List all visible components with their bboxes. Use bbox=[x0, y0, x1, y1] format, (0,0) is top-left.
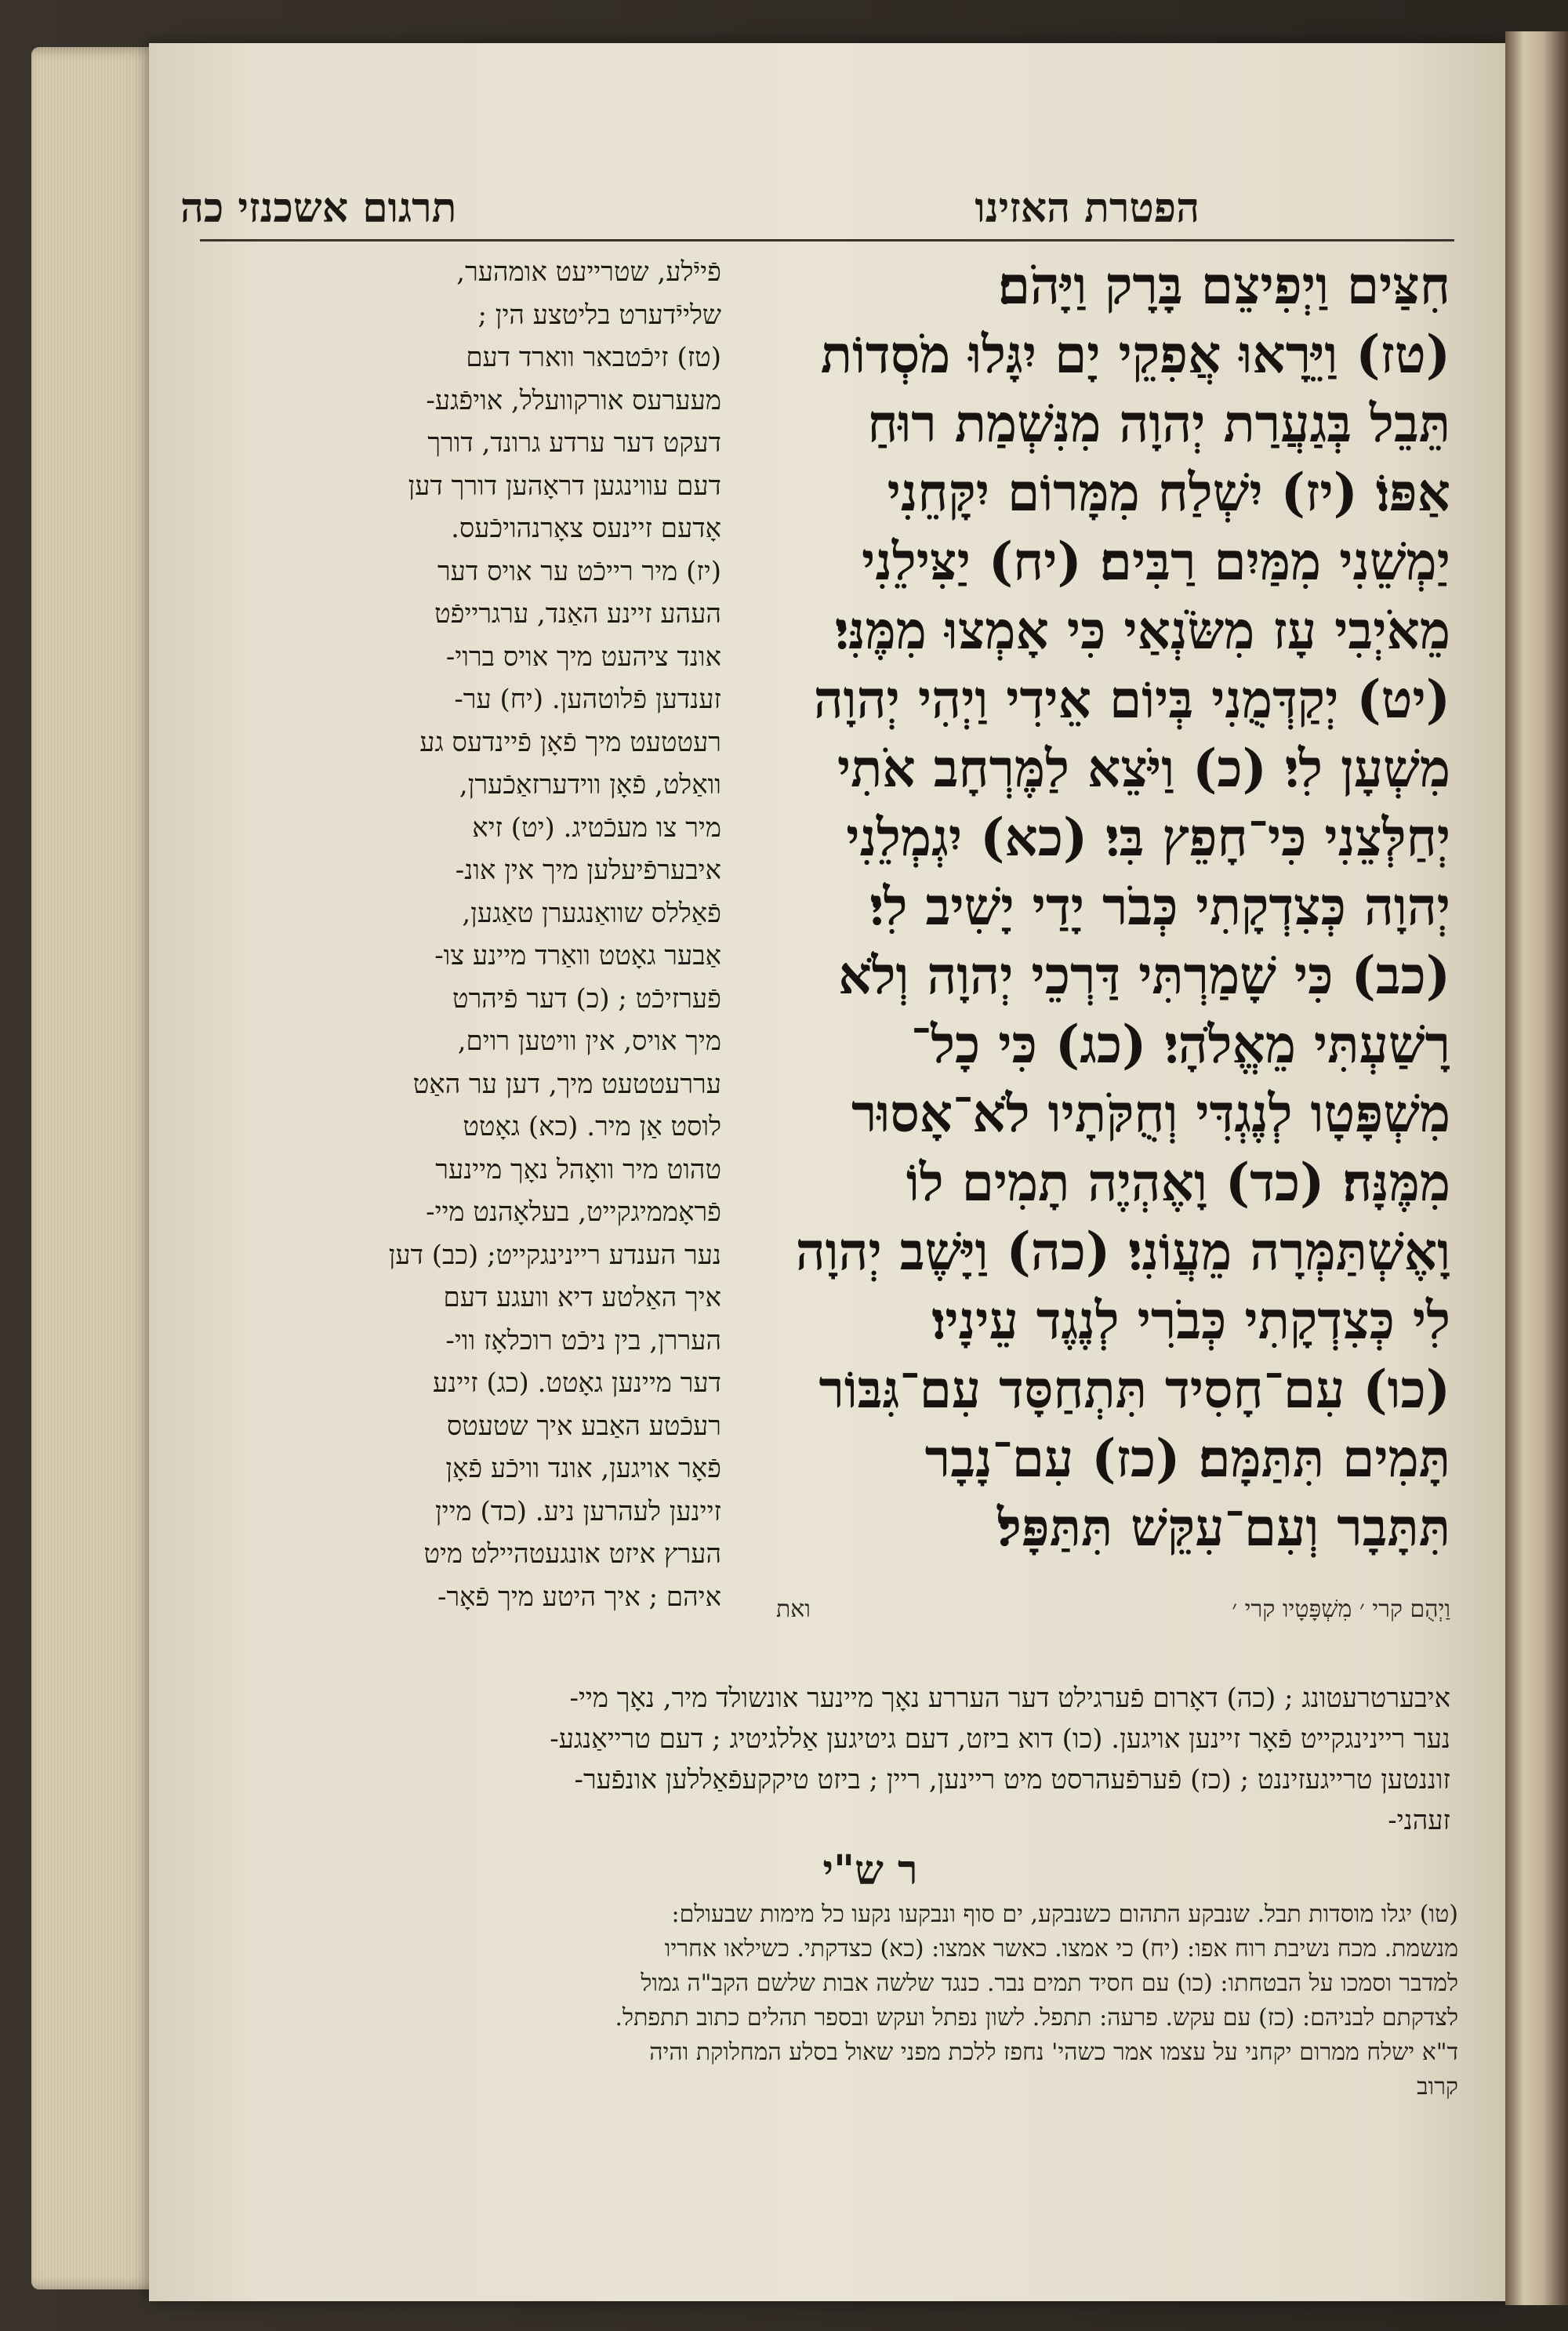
text-line: רָשַׁעְתִּי מֵאֱלֹהָי׃ (כג) כִּי כָל־ bbox=[910, 1014, 1450, 1075]
text-line: תִּתָּבָר וְעִם־עִקֵּשׁ תִּתַּפָּל׃ bbox=[996, 1497, 1450, 1558]
catchword: ואת bbox=[776, 1596, 811, 1623]
text-line: וָאֶשְׁתַּמְּרָה מֵעֲוֹנִי׃ (כה) וַיָּשֶׁב יְהוָה bbox=[795, 1221, 1450, 1282]
text-line: יְחַלְּצֵנִי כִּי־חָפֵץ בִּי׃ (כא) יִגְמְלֵנִי bbox=[846, 807, 1450, 868]
targum-line: העררן, בין ניכֿט רוכלאָז ווי- bbox=[445, 1324, 721, 1356]
text-line: חִצַּים וַיְפִיצֵם בָּרָק וַיָּהֹם׃ bbox=[997, 255, 1450, 316]
targum-line: פֿאָר אויגען, אונד וויכֿע פֿאָן bbox=[445, 1453, 721, 1484]
rashi-line: למדבר וסמכו על הבטחתו: (כו) עם חסיד תמים נבר. כנגד שלשה אבות שלשם הקב"ה גמול bbox=[641, 1970, 1458, 1997]
targum-line: פֿאַללס שוואַנגערן טאַגען, bbox=[462, 897, 721, 929]
targum-full-line: זעהני- bbox=[1388, 1805, 1450, 1836]
kri-notes bbox=[776, 1596, 1450, 1627]
targum-line: איבערפֿיעלען מיך אין אונ- bbox=[455, 855, 721, 886]
targum-line: אונד ציהעט מיך אויס ברוי- bbox=[445, 641, 721, 673]
targum-line: העהע זיינע האַנד, ערגרייפֿט bbox=[434, 598, 721, 630]
targum-full-line: זוננטען טרייגעזיננט ; (כז) פֿערפֿעהרסט מיט ריינען, ריין ; ביזט טיקקעפֿאַללען אונפֿער- bbox=[574, 1764, 1450, 1795]
text-line: אַפּוֹ׃ (יז) יִשְׁלַח מִמָּרוֹם יִקָּחֵנִי bbox=[887, 462, 1450, 523]
targum-line: מיר צו מעכֿטיג. (יט) זיא bbox=[472, 811, 721, 844]
text-line: מִשְׁפָּטָו לְנֶגְדִּי וְחֻקֹּתָיו לֹא־אָסוּר bbox=[851, 1083, 1450, 1144]
haftarah-header: הפטרת האזינו bbox=[975, 184, 1200, 232]
text-line: מֵאֹיְבִי עָז מִשֹּׂנְאַי כִּי אָמְצוּ מִמֶּנִּי׃ bbox=[834, 600, 1450, 661]
text-line: (כב) כִּי שָׁמַרְתִּי דַּרְכֵי יְהוָה וְלֹא bbox=[838, 945, 1450, 1006]
targum-line: איך האַלטע דיא וועגע דעם bbox=[443, 1282, 721, 1313]
text-line: (כו) עִם־חָסִיד תִּתְחַסָּד עִם־גִּבּוֹר bbox=[818, 1359, 1450, 1420]
targum-line: לוסט אַן מיר. (כא) גאָטט bbox=[463, 1111, 721, 1142]
targum-header: תרגום אשכנזי כה bbox=[180, 184, 457, 232]
targum-line: דער מיינען גאָטט. (כג) זיינע bbox=[433, 1367, 721, 1399]
rashi-commentary bbox=[314, 1897, 1458, 2104]
text-line: (יט) יְקַדְּמֻנִי בְּיוֹם אֵידִי וַיְהִי יְהוָה bbox=[813, 669, 1450, 730]
targum-line: רעכֿטע האַבע איך שטעטס bbox=[446, 1410, 721, 1442]
text-line: מִשְׁעָן לִי׃ (כ) וַיֹּצֵא לַמֶּרְחָב אֹתִי bbox=[837, 738, 1450, 799]
targum-line: פֿערזיכֿט ; (כ) דער פֿיהרט bbox=[452, 982, 721, 1015]
targum-line: מעערעס אורקוועלל, אויפֿגע- bbox=[426, 384, 721, 416]
text-line: (טז) וַיֵּרָאוּ אֲפִקֵי יָם יִגָּלוּ מֹסְדוֹת bbox=[820, 324, 1450, 385]
text-line: תֵּבֵל בְּגַעֲרַת יְהוָה מִנִּשְׁמַת רוּחַ bbox=[867, 393, 1450, 454]
targum-line: (טז) זיכֿטבאר ווארד דעם bbox=[466, 342, 721, 373]
targum-line: (יז) מיר רייכֿט ער אויס דער bbox=[437, 555, 721, 587]
targum-line: אַבער גאָטט וואַרד מיינע צו- bbox=[434, 940, 721, 971]
targum-line: דעקט דער ערדע גרונד, דורך bbox=[427, 427, 721, 459]
targum-line: דעם עווינגען דראָהען דורך דען bbox=[408, 470, 721, 502]
targum-line: זיינען לעהרען ניע. (כד) מיין bbox=[435, 1495, 721, 1527]
targum-line: וואַלט, פֿאָן ווידערזאַכֿערן, bbox=[459, 769, 721, 801]
rashi-line: לצדקתם לבניהם: (כז) עם עקש. פרעה: תתפל. לשון נפתל ועקש ובספר תהלים כתוב תתפתל. bbox=[615, 2004, 1458, 2031]
targum-full-line: איבערטרעטונג ; (כה) דאָרום פֿערגילט דער העררע נאָך מיינער אונשולד מיר, נאָך מיי- bbox=[569, 1683, 1450, 1714]
targum-line: רעטטעט מיך פֿאָן פֿיינדעס גע bbox=[419, 726, 721, 758]
targum-line: נער הענדע ריינינגקייט; (כב) דען bbox=[388, 1239, 721, 1271]
targum-line: זענדען פֿלוטהען. (יח) ער- bbox=[454, 684, 721, 715]
text-line: יַמְשֵׁנִי מִמַּיִם רַבִּים׃ (יח) יַצִּילֵנִי bbox=[862, 531, 1450, 592]
targum-column bbox=[314, 251, 721, 1662]
book-gutter bbox=[1505, 31, 1568, 2305]
text-line: יְהוָה כְּצִדְקָתִי כְּבֹר יָדַי יָשִׁיב לִי׃ bbox=[869, 876, 1450, 937]
targum-line: הערץ איזט אונגעטהיילט מיט bbox=[423, 1538, 721, 1570]
targum-line: פֿראָממיגקייט, בעלאָהנט מיי- bbox=[426, 1196, 721, 1228]
text-line: תָּמִים תִּתַּמָּם׃ (כז) עִם־נָבָר bbox=[924, 1428, 1450, 1489]
rashi-line: (טו) יגלו מוסדות תבל. שנבקע התהום כשנבקע, ים סוף ונבקעו נקעו כל מימות שבעולם: bbox=[671, 1901, 1458, 1928]
targum-line: איהם ; איך היטע מיך פֿאָר- bbox=[437, 1581, 721, 1613]
targum-line: אָדעם זיינעס צאָרנהויכֿעס. bbox=[451, 513, 721, 544]
rashi-heading: ר ש"י bbox=[822, 1846, 918, 1894]
targum-line: מיך אויס, אין וויטען רוים, bbox=[457, 1026, 721, 1057]
rashi-line: קרוב bbox=[1417, 2073, 1458, 2100]
header-rule bbox=[200, 239, 1454, 241]
targum-line: עררעטטעט מיך, דען ער האַט bbox=[412, 1068, 721, 1100]
text-line: מִמֶּנָּה׃ (כד) וָאֶהְיֶה תָמִים לוֹ bbox=[906, 1152, 1450, 1213]
rashi-line: מנשמת. מכח נשיבת רוח אפו: (יח) כי אמצו. כאשר אמצו: (כא) כצדקתי. כשילאו אחריו bbox=[664, 1935, 1458, 1962]
targum-continuation bbox=[345, 1678, 1450, 1841]
targum-line: פֿייֿלע, שטרייעט אומהער, bbox=[456, 256, 721, 288]
targum-full-line: נער ריינינגקייט פֿאָר זיינען אויגען. (כו) דוא ביזט, דעם גיטיגען אַללגיטיג ; דעם טרייאַנגע- bbox=[550, 1723, 1450, 1755]
rashi-line: ד"א ישלח ממרום יקחני על עצמו אמר כשהי' נחפז ללכת מפני שאול בסלע המחלוקת והיה bbox=[649, 2039, 1458, 2066]
targum-line: שלייֿדערט בליטצע הין ; bbox=[477, 299, 721, 331]
kri-readings: וַיְהֻם קרי ׳ מִשְׁפָּטָיו קרי ׳ bbox=[1232, 1596, 1450, 1623]
text-line: לִי כְּצִדְקָתִי כְּבֹרִי לְנֶגֶד עֵינָיו׃ bbox=[931, 1290, 1450, 1351]
targum-line: טהוט מיר וואָהל נאָך מיינער bbox=[435, 1153, 721, 1185]
hebrew-text-column bbox=[760, 251, 1450, 1623]
